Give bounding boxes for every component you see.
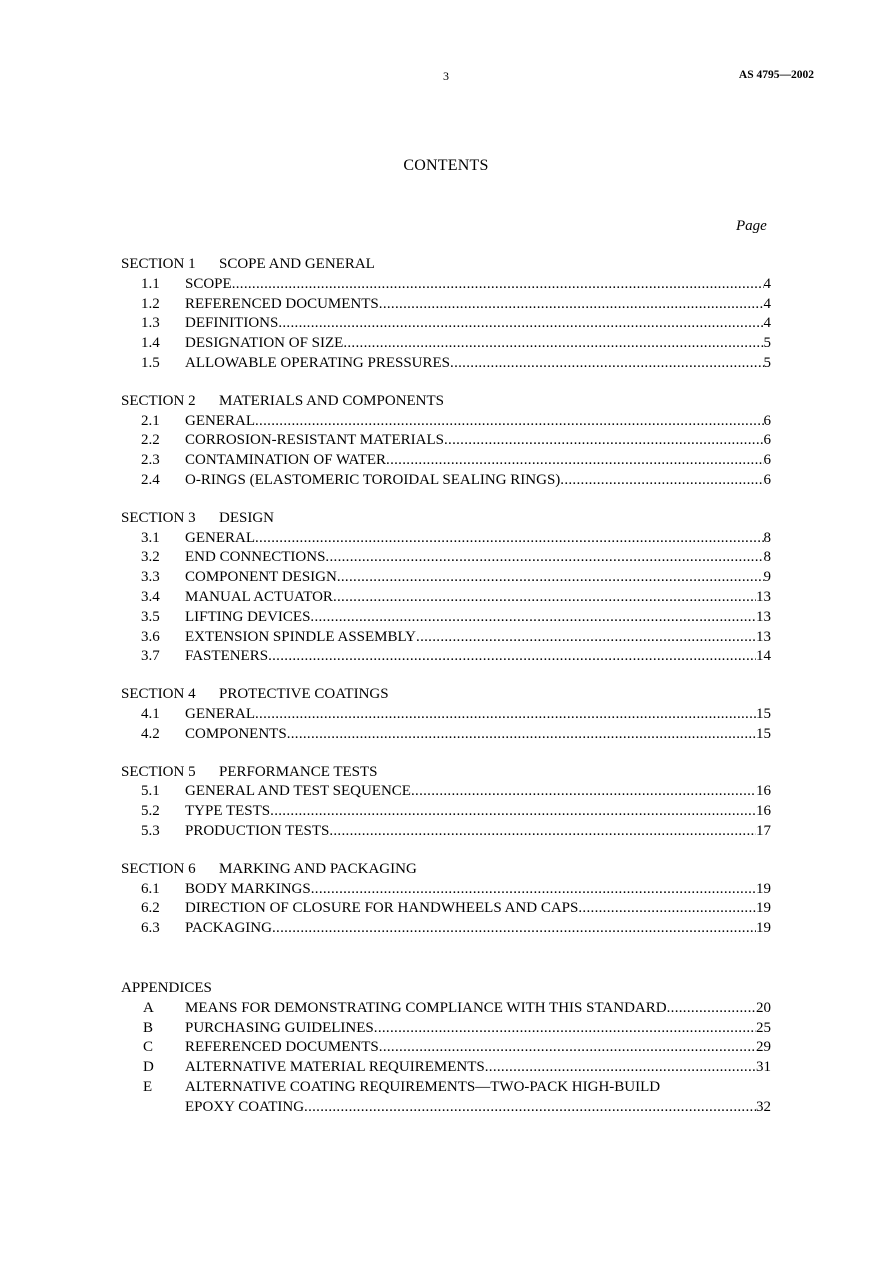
entry-title: BODY MARKINGS [185,880,311,897]
section-heading [121,392,771,412]
appendix-entry[interactable] [121,1019,771,1039]
toc-entry[interactable] [121,314,771,334]
toc-entry[interactable] [121,354,771,374]
dot-leader [386,451,763,471]
appendix-letter: B [143,1019,154,1036]
entry-number: 1.2 [141,295,160,312]
entry-page: 15 [756,725,771,742]
entry-title: SCOPE [185,275,232,292]
appendix-page: 32 [756,1098,771,1115]
toc-entry[interactable] [121,275,771,295]
dot-leader [333,588,756,608]
toc-section [121,392,771,491]
entry-title: COMPONENT DESIGN [185,569,337,586]
section-title: SCOPE AND GENERAL [219,256,375,272]
toc-entry[interactable] [121,588,771,608]
appendix-title: REFERENCED DOCUMENTS [185,1039,379,1056]
page-column-label: Page [736,218,767,234]
entry-page: 19 [756,920,771,937]
dot-leader [343,334,763,354]
dot-leader [272,919,756,939]
entry-number: 1.4 [141,335,160,352]
entry-title: GENERAL [185,412,255,429]
entry-page: 17 [756,822,771,839]
toc-section [121,860,771,939]
entry-title: REFERENCED DOCUMENTS [185,295,379,312]
dot-leader [270,802,756,822]
toc-entry[interactable] [121,628,771,648]
entry-title: GENERAL AND TEST SEQUENCE [185,783,411,800]
toc-entry[interactable] [121,647,771,667]
entry-title: MANUAL ACTUATOR [185,588,333,605]
appendices-list [121,979,771,1118]
entry-title: FASTENERS [185,648,269,665]
entry-number: 3.3 [141,569,160,586]
entry-number: 3.2 [141,549,160,566]
appendix-page: 31 [756,1059,771,1076]
indent-spacer [121,1098,185,1118]
appendix-entry[interactable] [121,1078,771,1098]
toc-entry[interactable] [121,431,771,451]
toc-entry[interactable] [121,782,771,802]
toc-section [121,509,771,667]
entry-page: 4 [763,295,771,312]
appendix-letter: E [143,1078,153,1095]
dot-leader [578,899,756,919]
entry-title: PACKAGING [185,920,272,937]
dot-leader [379,1038,756,1058]
toc-section [121,685,771,744]
toc-entry[interactable] [121,529,771,549]
toc-entry[interactable] [121,725,771,745]
toc-entry[interactable] [121,919,771,939]
toc-entry[interactable] [121,334,771,354]
entry-title: CORROSION-RESISTANT MATERIALS [185,432,444,449]
dot-leader [232,275,764,295]
toc-entry[interactable] [121,412,771,432]
entry-page: 13 [756,628,771,645]
section-heading [121,685,771,705]
toc-entry[interactable] [121,802,771,822]
entry-title: COMPONENTS [185,725,287,742]
entry-page: 5 [763,335,771,352]
appendix-title: ALTERNATIVE COATING REQUIREMENTS—TWO-PACK HIGH-BUILD [185,1078,661,1095]
toc-entry[interactable] [121,568,771,588]
toc-entry[interactable] [121,608,771,628]
page-number: 3 [443,69,449,83]
section-label: SECTION 3 [121,509,196,526]
table-of-contents [121,255,771,957]
entry-number: 3.1 [141,529,160,546]
entry-title: PRODUCTION TESTS [185,822,330,839]
entry-title: GENERAL [185,529,255,546]
entry-title: GENERAL [185,705,255,722]
dot-leader [337,568,764,588]
toc-section [121,763,771,842]
dot-leader [255,412,764,432]
entry-page: 9 [763,569,771,586]
dot-leader [379,295,764,315]
dot-leader [255,705,756,725]
section-heading [121,509,771,529]
entry-page: 4 [763,315,771,332]
toc-entry[interactable] [121,822,771,842]
toc-entry[interactable] [121,451,771,471]
entry-number: 2.4 [141,471,160,488]
dot-leader [255,529,764,549]
appendix-entry-continuation[interactable] [121,1098,771,1118]
dot-leader [329,822,756,842]
entry-page: 16 [756,803,771,820]
appendix-title: ALTERNATIVE MATERIAL REQUIREMENTS [185,1059,485,1076]
entry-page: 4 [763,275,771,292]
entry-number: 2.3 [141,452,160,469]
entry-number: 1.5 [141,354,160,371]
dot-leader [310,608,756,628]
entry-title: DEFINITIONS [185,315,279,332]
dot-leader [485,1058,756,1078]
entry-number: 2.2 [141,432,160,449]
appendices-heading: APPENDICES [121,980,212,996]
section-title: MARKING AND PACKAGING [219,860,417,877]
dot-leader [444,431,764,451]
toc-entry[interactable] [121,548,771,568]
entry-number: 3.7 [141,648,160,665]
entry-page: 6 [763,452,771,469]
section-label: SECTION 4 [121,686,196,703]
entry-number: 4.1 [141,705,160,722]
toc-entry[interactable] [121,471,771,491]
entry-page: 13 [756,608,771,625]
section-title: DESIGN [219,509,274,526]
toc-entry[interactable] [121,880,771,900]
section-label: SECTION 6 [121,860,196,877]
section-title: PROTECTIVE COATINGS [219,686,389,703]
entry-page: 19 [756,900,771,917]
entry-page: 19 [756,880,771,897]
entry-title: CONTAMINATION OF WATER [185,452,387,469]
toc-entry[interactable] [121,705,771,725]
entry-page: 6 [763,412,771,429]
section-label: SECTION 1 [121,256,196,272]
section-label: SECTION 5 [121,763,196,780]
section-label: SECTION 2 [121,392,196,409]
dot-leader [560,471,763,491]
appendix-page: 25 [756,1019,771,1036]
entry-number: 4.2 [141,725,160,742]
dot-leader [450,354,763,374]
entry-title: DESIGNATION OF SIZE [185,335,344,352]
entry-title: ALLOWABLE OPERATING PRESSURES [185,354,451,371]
entry-page: 8 [763,549,771,566]
dot-leader [278,314,763,334]
dot-leader [416,628,756,648]
entry-title: LIFTING DEVICES [185,608,311,625]
entry-title: END CONNECTIONS [185,549,326,566]
entry-number: 6.3 [141,920,160,937]
entry-number: 5.1 [141,783,160,800]
dot-leader [374,1019,756,1039]
entry-page: 16 [756,783,771,800]
entry-number: 3.6 [141,628,160,645]
contents-title: CONTENTS [403,157,489,174]
appendix-entry[interactable] [121,999,771,1019]
entry-title: DIRECTION OF CLOSURE FOR HANDWHEELS AND CAPS [185,900,579,917]
appendix-entry[interactable] [121,1058,771,1078]
appendix-letter: C [143,1039,154,1056]
section-title: MATERIALS AND COMPONENTS [219,392,445,409]
appendix-letter: A [143,999,154,1016]
toc-entry[interactable] [121,295,771,315]
toc-entry[interactable] [121,899,771,919]
entry-number: 1.3 [141,315,160,332]
appendix-title: MEANS FOR DEMONSTRATING COMPLIANCE WITH THIS STANDARD [185,999,667,1016]
entry-number: 6.1 [141,880,160,897]
entry-number: 6.2 [141,900,160,917]
dot-leader [268,647,756,667]
dot-leader [304,1098,756,1118]
appendix-title-continuation: EPOXY COATING [185,1098,305,1115]
entry-page: 15 [756,705,771,722]
entry-title: O-RINGS (ELASTOMERIC TOROIDAL SEALING RINGS) [185,471,561,488]
dot-leader [325,548,763,568]
section-title: PERFORMANCE TESTS [219,763,378,780]
standard-id: AS 4795—2002 [738,69,814,81]
appendix-page: 20 [756,999,771,1016]
entry-number: 5.3 [141,822,160,839]
dot-leader [667,999,756,1019]
entry-page: 6 [763,471,771,488]
appendix-page: 29 [756,1039,771,1056]
appendix-letter: D [143,1059,154,1076]
entry-number: 3.5 [141,608,160,625]
appendix-entry[interactable] [121,1038,771,1058]
entry-page: 5 [763,354,771,371]
entry-page: 6 [763,432,771,449]
entry-page: 13 [756,588,771,605]
dot-leader [287,725,756,745]
dot-leader [411,782,756,802]
section-heading [121,860,771,880]
toc-section [121,255,771,374]
entry-number: 5.2 [141,803,160,820]
section-heading [121,763,771,783]
dot-leader [311,880,756,900]
entry-page: 14 [756,648,771,665]
entry-number: 1.1 [141,275,160,292]
entry-number: 2.1 [141,412,160,429]
entry-title: EXTENSION SPINDLE ASSEMBLY [185,628,417,645]
section-heading [121,255,771,275]
entry-number: 3.4 [141,588,160,605]
entry-title: TYPE TESTS [185,803,271,820]
entry-page: 8 [763,529,771,546]
appendix-title: PURCHASING GUIDELINES [185,1019,374,1036]
